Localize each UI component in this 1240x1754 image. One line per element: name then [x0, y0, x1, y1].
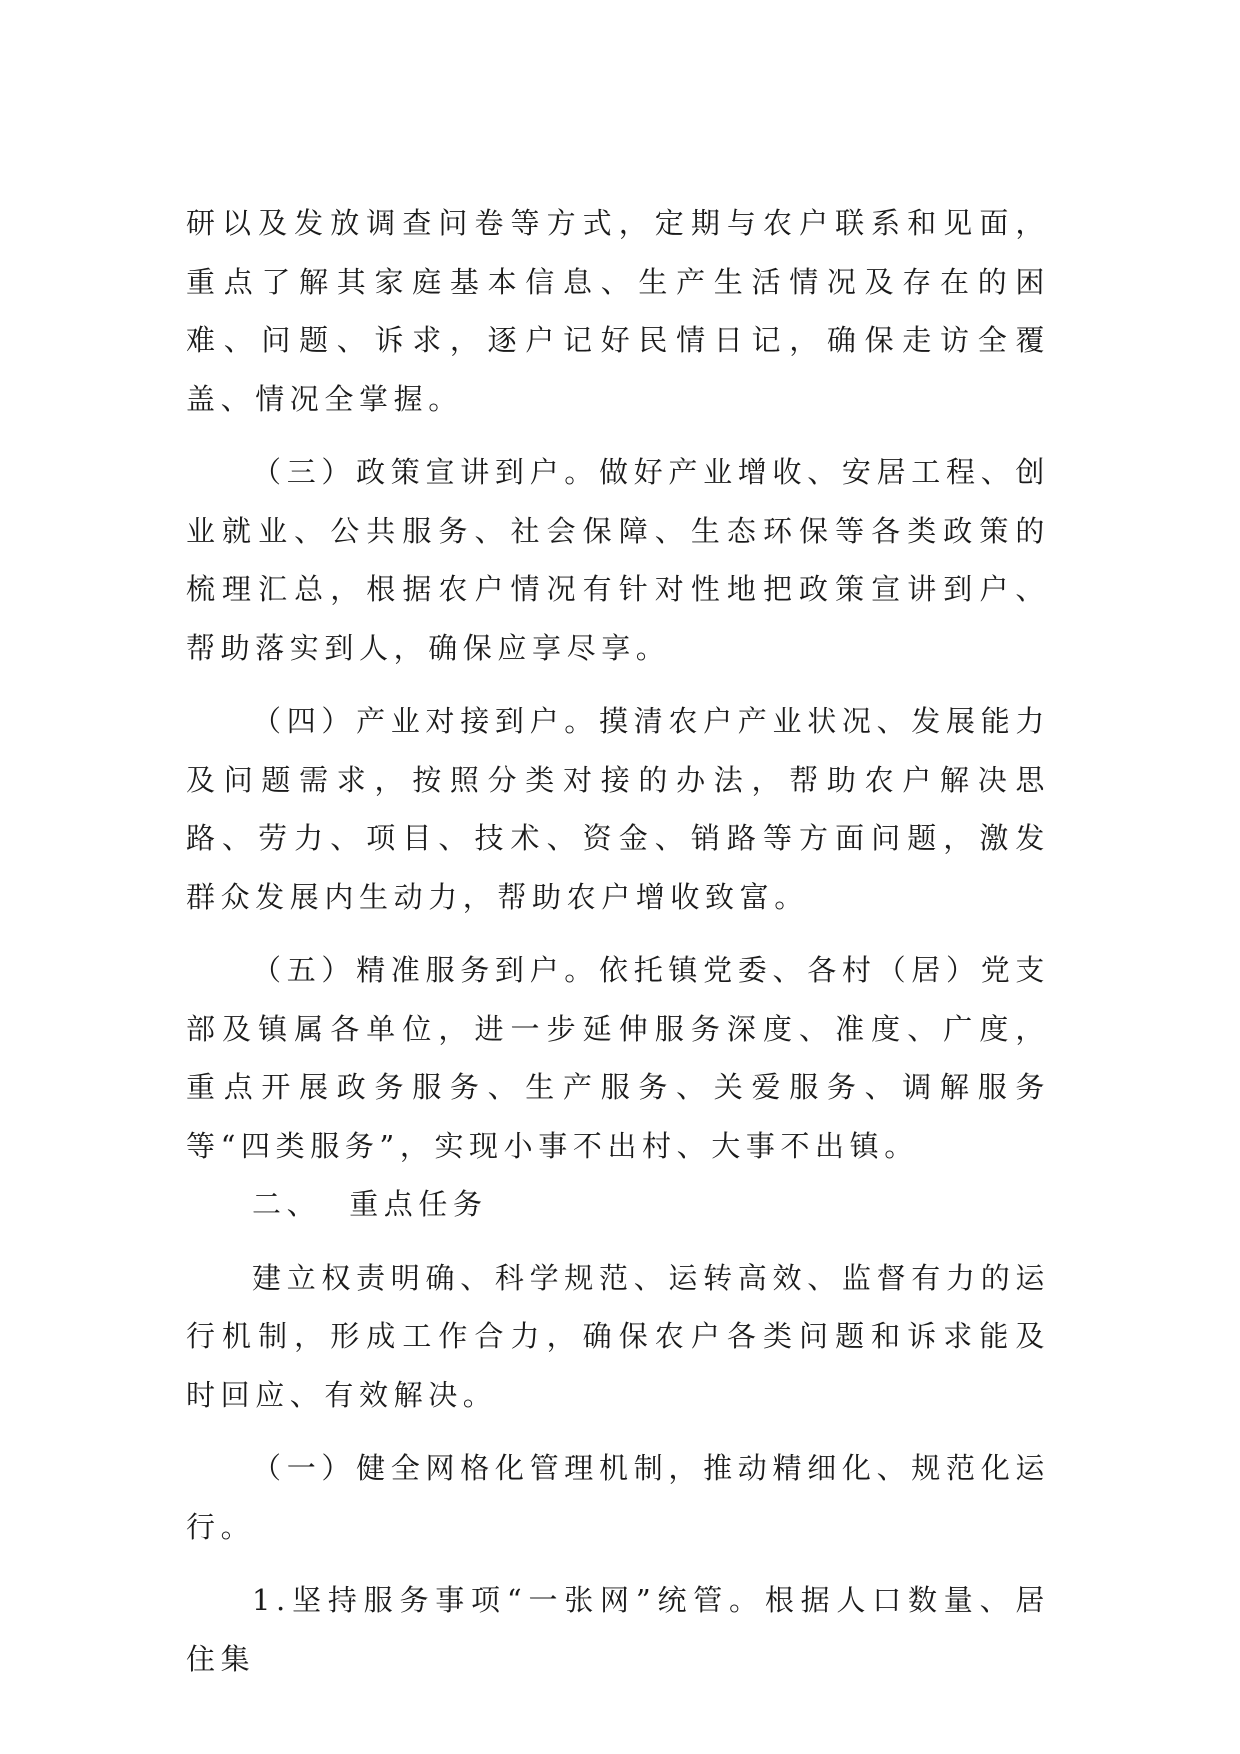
- section-intro-paragraph: 建立权责明确、科学规范、运转高效、监督有力的运行机制，形成工作合力，确保农户各类问题和诉求能及时回应、有效解决。: [186, 1260, 1050, 1412]
- section-heading-title: 重点任务: [349, 1187, 488, 1221]
- paragraph-policy-outreach: （三）政策宣讲到户。做好产业增收、安居工程、创业就业、公共服务、社会保障、生态环保等各类政策的梳理汇总，根据农户情况有针对性地把政策宣讲到户、帮助落实到人，确保应享尽享。: [186, 455, 1050, 665]
- section-heading-number: 二、: [252, 1187, 322, 1221]
- section-heading: [186, 1175, 1050, 1234]
- paragraph-precise-service: （五）精准服务到户。依托镇党委、各村（居）党支部及镇属各单位，进一步延伸服务深度、准度、广度，重点开展政务服务、生产服务、关爱服务、调解服务等“四类服务”，实现小事不出村、大事不出镇。: [186, 953, 1050, 1163]
- item-one-network: 1.坚持服务事项“一张网”统管。根据人口数量、居住集: [186, 1583, 1050, 1676]
- paragraph-industry-docking: （四）产业对接到户。摸清农户产业状况、发展能力及问题需求，按照分类对接的办法，帮助农户解决思路、劳力、项目、技术、资金、销路等方面问题，激发群众发展内生动力，帮助农户增收致富。: [186, 704, 1050, 914]
- subheading-grid-management: （一）健全网格化管理机制，推动精细化、规范化运行。: [186, 1451, 1050, 1544]
- document-body: [186, 194, 1050, 1688]
- paragraph-visit-survey: 研以及发放调查问卷等方式，定期与农户联系和见面，重点了解其家庭基本信息、生产生活情况及存在的困难、问题、诉求，逐户记好民情日记，确保走访全覆盖、情况全掌握。: [186, 206, 1050, 416]
